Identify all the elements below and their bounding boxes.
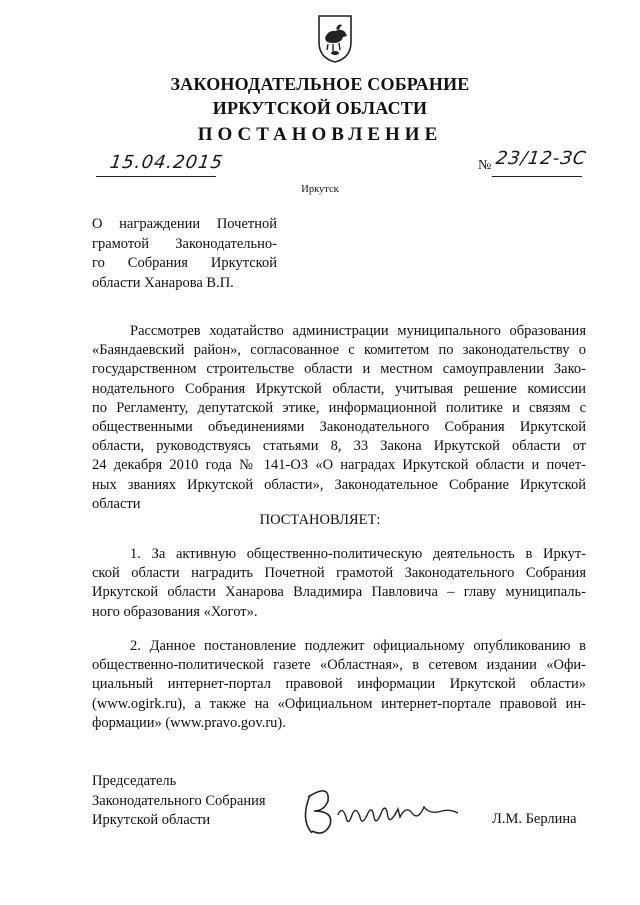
text-line: по Регламенту, депутатской этике, информационной политике и связям с (92, 399, 586, 416)
text-line: Рассмотрев ходатайство администрации муниципального образования (130, 323, 586, 339)
text-line: государственном строительстве области и местном самоуправлении Зако- (92, 361, 586, 378)
document-number: 23/12-ЗС (494, 148, 588, 169)
decree-heading: ПОСТАНОВЛЯЕТ: (259, 512, 381, 528)
text-line: 1. За активную общественно-политическую деятельность в Иркут- (130, 546, 586, 562)
signer-title-line: Законодательного Собрания (92, 792, 266, 809)
organization-name-line2: ИРКУТСКОЙ ОБЛАСТИ (212, 98, 428, 118)
document-subject (92, 215, 277, 293)
text-line: общественными объединениями Законодательного Собрания Иркутской (92, 419, 586, 436)
text-line: формации» (www.pravo.gov.ru). (92, 714, 286, 731)
text-line: ской области наградить Почетной грамотой Законодательного Собрания (92, 565, 586, 582)
text-line: области, руководствуясь статьями 8, 33 Закона Иркутской области от (92, 438, 586, 455)
date-underline (96, 176, 216, 177)
organization-name-line1: ЗАКОНОДАТЕЛЬНОЕ СОБРАНИЕ (170, 74, 470, 94)
subject-line: О награждении Почетной (92, 216, 277, 232)
signer-title-line: Иркутской области (92, 812, 211, 828)
text-line: «Баяндаевский район», согласованное с комитетом по законодательству о (92, 342, 586, 359)
subject-line: грамотой Законодательно- (92, 235, 277, 252)
text-line: области (92, 495, 141, 512)
subject-line: го Собрания Иркутской (92, 255, 277, 271)
document-date: 15.04.2015 (108, 152, 225, 173)
signer-title-line: Председатель (92, 773, 177, 789)
irkutsk-emblem-icon (316, 12, 354, 64)
text-line: 24 декабря 2010 года № 141-ОЗ «О наградах Иркутской области и почет- (92, 457, 586, 474)
text-line: ного образования «Хогот». (92, 603, 258, 620)
preamble-paragraph (92, 322, 586, 514)
city: Иркутск (301, 184, 339, 195)
text-line: Иркутской области Ханарова Владимира Павловича – главу муниципаль- (92, 584, 586, 601)
number-prefix: № (478, 158, 492, 173)
signer-title (92, 772, 266, 831)
clause-2 (92, 637, 586, 733)
text-line: общественно-политической газете «Областная», в сетевом издании «Офи- (92, 657, 586, 674)
text-line: (www.ogirk.ru), а также на «Официальном интернет-портале правовой ин- (92, 695, 586, 712)
number-underline (492, 176, 582, 177)
document-type: ПОСТАНОВЛЕНИЕ (197, 124, 443, 145)
handwritten-signature (290, 775, 470, 845)
signer-name: Л.М. Берлина (492, 811, 577, 827)
text-line: 2. Данное постановление подлежит официальному опубликованию в (130, 638, 586, 654)
text-line: циальный интернет-портал правовой информации Иркутской области» (92, 676, 586, 693)
text-line: нодательного Собрания Иркутской области, учитывая решение комиссии (92, 380, 586, 397)
clause-1 (92, 545, 586, 622)
subject-line: области Ханарова В.П. (92, 274, 234, 291)
text-line: ных званиях Иркутской области», Законодательное Собрание Иркутской (92, 476, 586, 493)
